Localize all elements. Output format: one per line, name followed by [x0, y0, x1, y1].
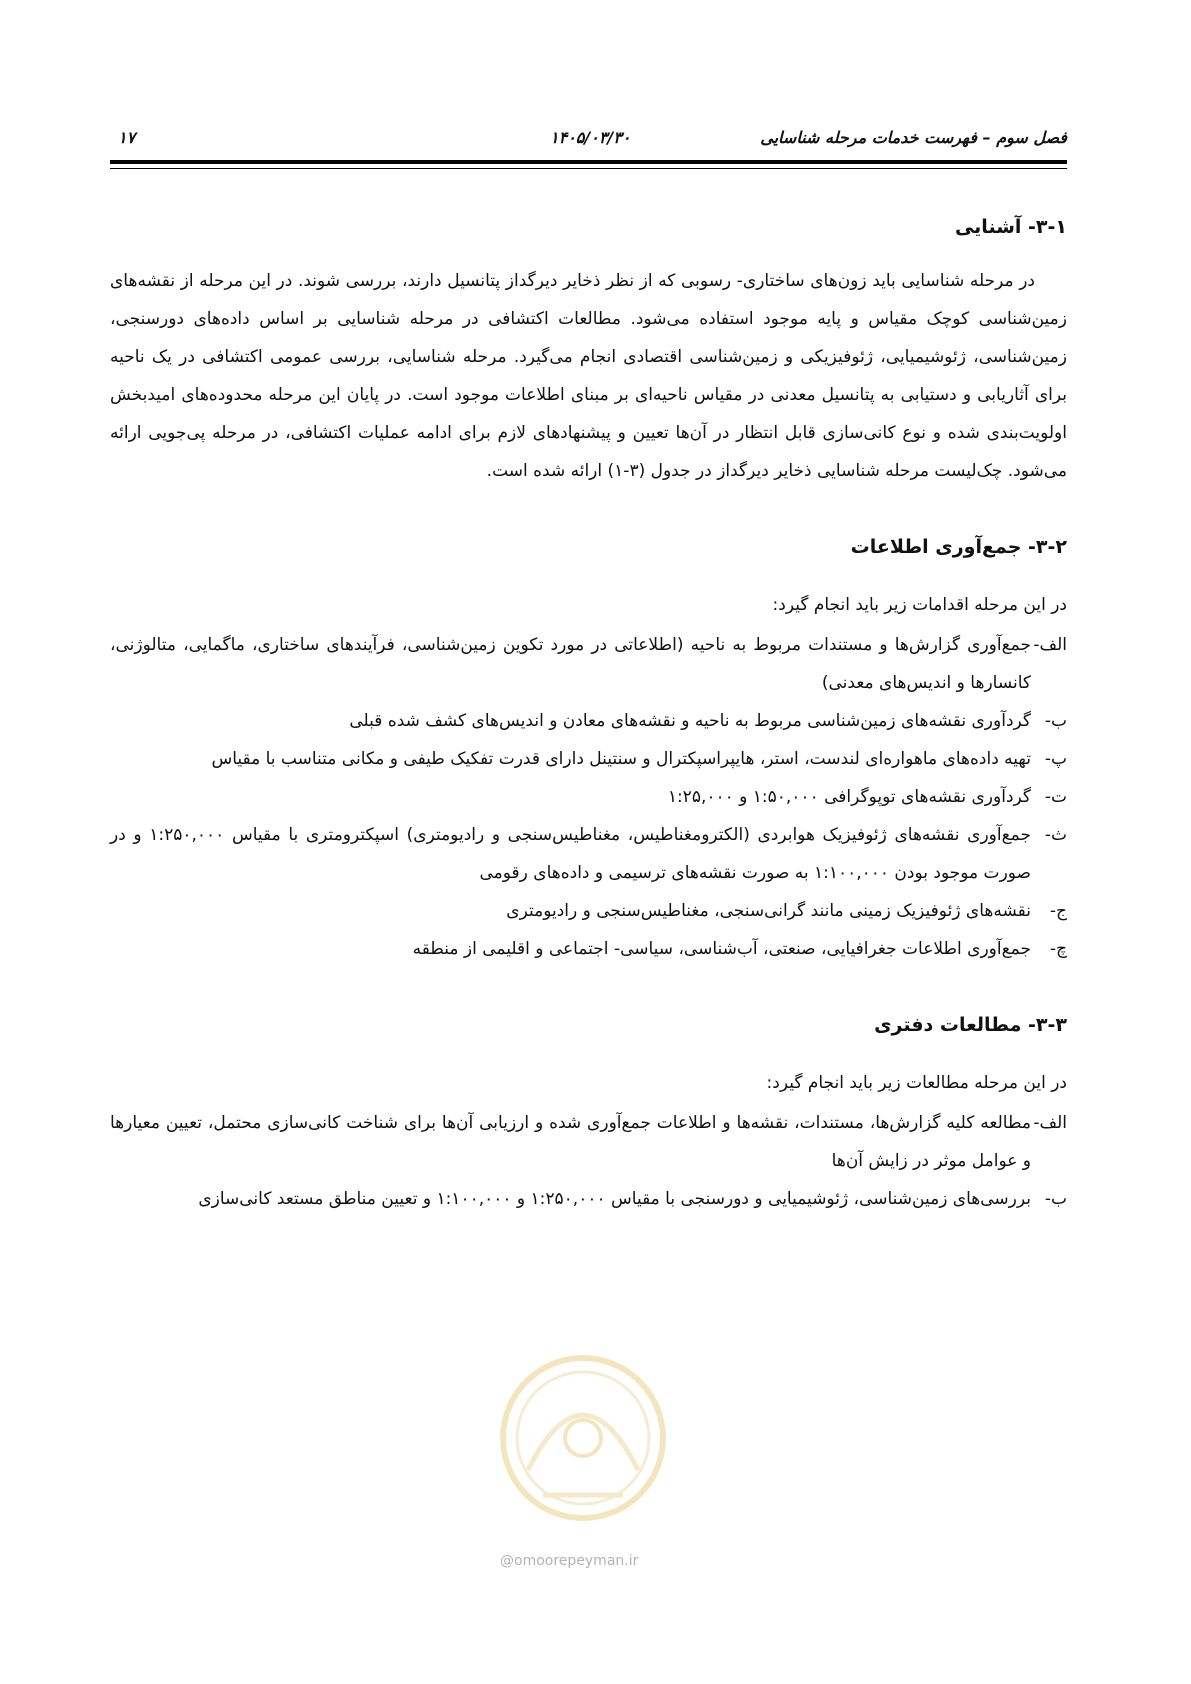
- list-marker: الف-: [1033, 1113, 1067, 1133]
- list-marker: ب-: [1044, 711, 1067, 731]
- list-item: [110, 626, 1067, 702]
- list-item-text: بررسی‌های زمین‌شناسی، ژئوشیمیایی و دورسنجی با مقیاس ۱:۲۵۰,۰۰۰ و ۱:۱۰۰,۰۰۰ و تعیین مناطق مستعد کانی‌سازی: [198, 1189, 1031, 1209]
- list-item-text: نقشه‌های ژئوفیزیک زمینی مانند گرانی‌سنجی، مغناطیس‌سنجی و رادیومتری: [506, 901, 1031, 921]
- list-item-text: گردآوری نقشه‌های زمین‌شناسی مربوط به ناحیه و نقشه‌های معادن و اندیس‌های کشف شده قبلی: [349, 711, 1031, 731]
- list-marker: الف-: [1033, 635, 1067, 655]
- header-date: ۱۴۰۵/۰۳/۳۰: [550, 128, 631, 147]
- list-item: [110, 702, 1067, 740]
- list-item-text: جمع‌آوری نقشه‌های ژئوفیزیک هوابردی (الکترومغناطیس، مغناطیس‌سنجی و رادیومتری) اسپکترومتری با مقیاس ۱:۲۵۰,۰۰۰ و در صورت موجود بودن ۱:۱۰۰,۰۰۰ به صورت نقشه‌های ترسیمی و داده‌های رقومی: [110, 825, 1032, 883]
- desk-studies-intro: در این مرحله مطالعات زیر باید انجام گیرد:: [766, 1073, 1067, 1093]
- list-item: [110, 892, 1067, 930]
- page-content: [110, 210, 1067, 1218]
- list-item-text: تهیه داده‌های ماهواره‌ای لندست، استر، هایپراسپکترال و سنتینل دارای قدرت تفکیک طیفی و مکانی متناسب با مقیاس: [211, 749, 1031, 769]
- list-item: [110, 778, 1067, 816]
- section-title-desk-studies: ۳-۳- مطالعات دفتری: [874, 1014, 1067, 1036]
- data-collection-intro: در این مرحله اقدامات زیر باید انجام گیرد:: [772, 595, 1067, 615]
- list-item: [110, 816, 1067, 892]
- section-title-introduction: ۳-۱- آشنایی: [954, 216, 1067, 238]
- introduction-paragraph: در مرحله شناسایی باید زون‌های ساختاری- رسوبی که از نظر ذخایر دیرگداز پتانسیل دارند، بررسی شوند. در این مرحله از نقشه‌های زمین‌شناسی کوچک مقیاس و پایه موجود استفاده می‌شود. مطالعات اکتشافی در مرحله شناسایی بر اساس داده‌های دورسنجی، زمین‌شناسی، ژئوشیمیایی، ژئوفیزیکی و زمین‌شناسی اقتصادی انجام می‌گیرد. مرحله شناسایی، بررسی عمومی اکتشافی در یک ناحیه برای آثاریابی و دستیابی به پتانسیل معدنی در مقیاس ناحیه‌ای بر مبنای اطلاعات موجود است. در پایان این مرحله محدوده‌های امیدبخش اولویت‌بندی شده و نوع کانی‌سازی قابل انتظار در آن‌ها تعیین و پیشنهادهای لازم برای ادامه عملیات اکتشافی، در مرحله پی‌جویی ارائه می‌شود. چک‌لیست مرحله شناسایی ذخایر دیرگداز در جدول (۳-۱) ارائه شده است.: [110, 271, 1067, 481]
- list-item-text: مطالعه کلیه گزارش‌ها، مستندات، نقشه‌ها و اطلاعات جمع‌آوری شده و ارزیابی آن‌ها برای شناخت کانی‌سازی محتمل، تعیین معیارها و عوامل موثر در زایش آن‌ها: [110, 1113, 1031, 1171]
- list-item: [110, 1180, 1067, 1218]
- list-item-text: جمع‌آوری گزارش‌ها و مستندات مربوط به ناحیه (اطلاعاتی در مورد تکوین زمین‌شناسی، فرآیندهای ساختاری، ماگمایی، متالوژنی، کانسارها و اندیس‌های معدنی): [110, 635, 1031, 693]
- section-title-data-collection: ۳-۲- جمع‌آوری اطلاعات: [850, 536, 1067, 558]
- watermark-logo: [498, 1320, 668, 1570]
- header-rule-thick: [110, 160, 1067, 164]
- list-item: [110, 930, 1067, 968]
- list-item-text: گردآوری نقشه‌های توپوگرافی ۱:۵۰,۰۰۰ و ۱:۲۵,۰۰۰: [667, 787, 1031, 807]
- header-rule-thin: [110, 168, 1067, 169]
- watermark-text: @omoorepeyman.ir: [500, 1553, 639, 1569]
- list-item-text: جمع‌آوری اطلاعات جغرافیایی، صنعتی، آب‌شناسی، سیاسی- اجتماعی و اقلیمی از منطقه: [412, 939, 1031, 959]
- list-marker: چ-: [1049, 939, 1067, 959]
- list-marker: ت-: [1044, 787, 1067, 807]
- list-marker: پ-: [1044, 749, 1067, 769]
- list-marker: ث-: [1044, 825, 1067, 845]
- list-marker: ب-: [1044, 1189, 1067, 1209]
- list-marker: ج-: [1049, 901, 1067, 921]
- chapter-title: فصل سوم – فهرست خدمات مرحله شناسایی: [760, 128, 1067, 147]
- page-header: [110, 128, 1067, 150]
- list-item: [110, 740, 1067, 778]
- list-item: [110, 1104, 1067, 1180]
- page-number: ۱۷: [118, 128, 136, 147]
